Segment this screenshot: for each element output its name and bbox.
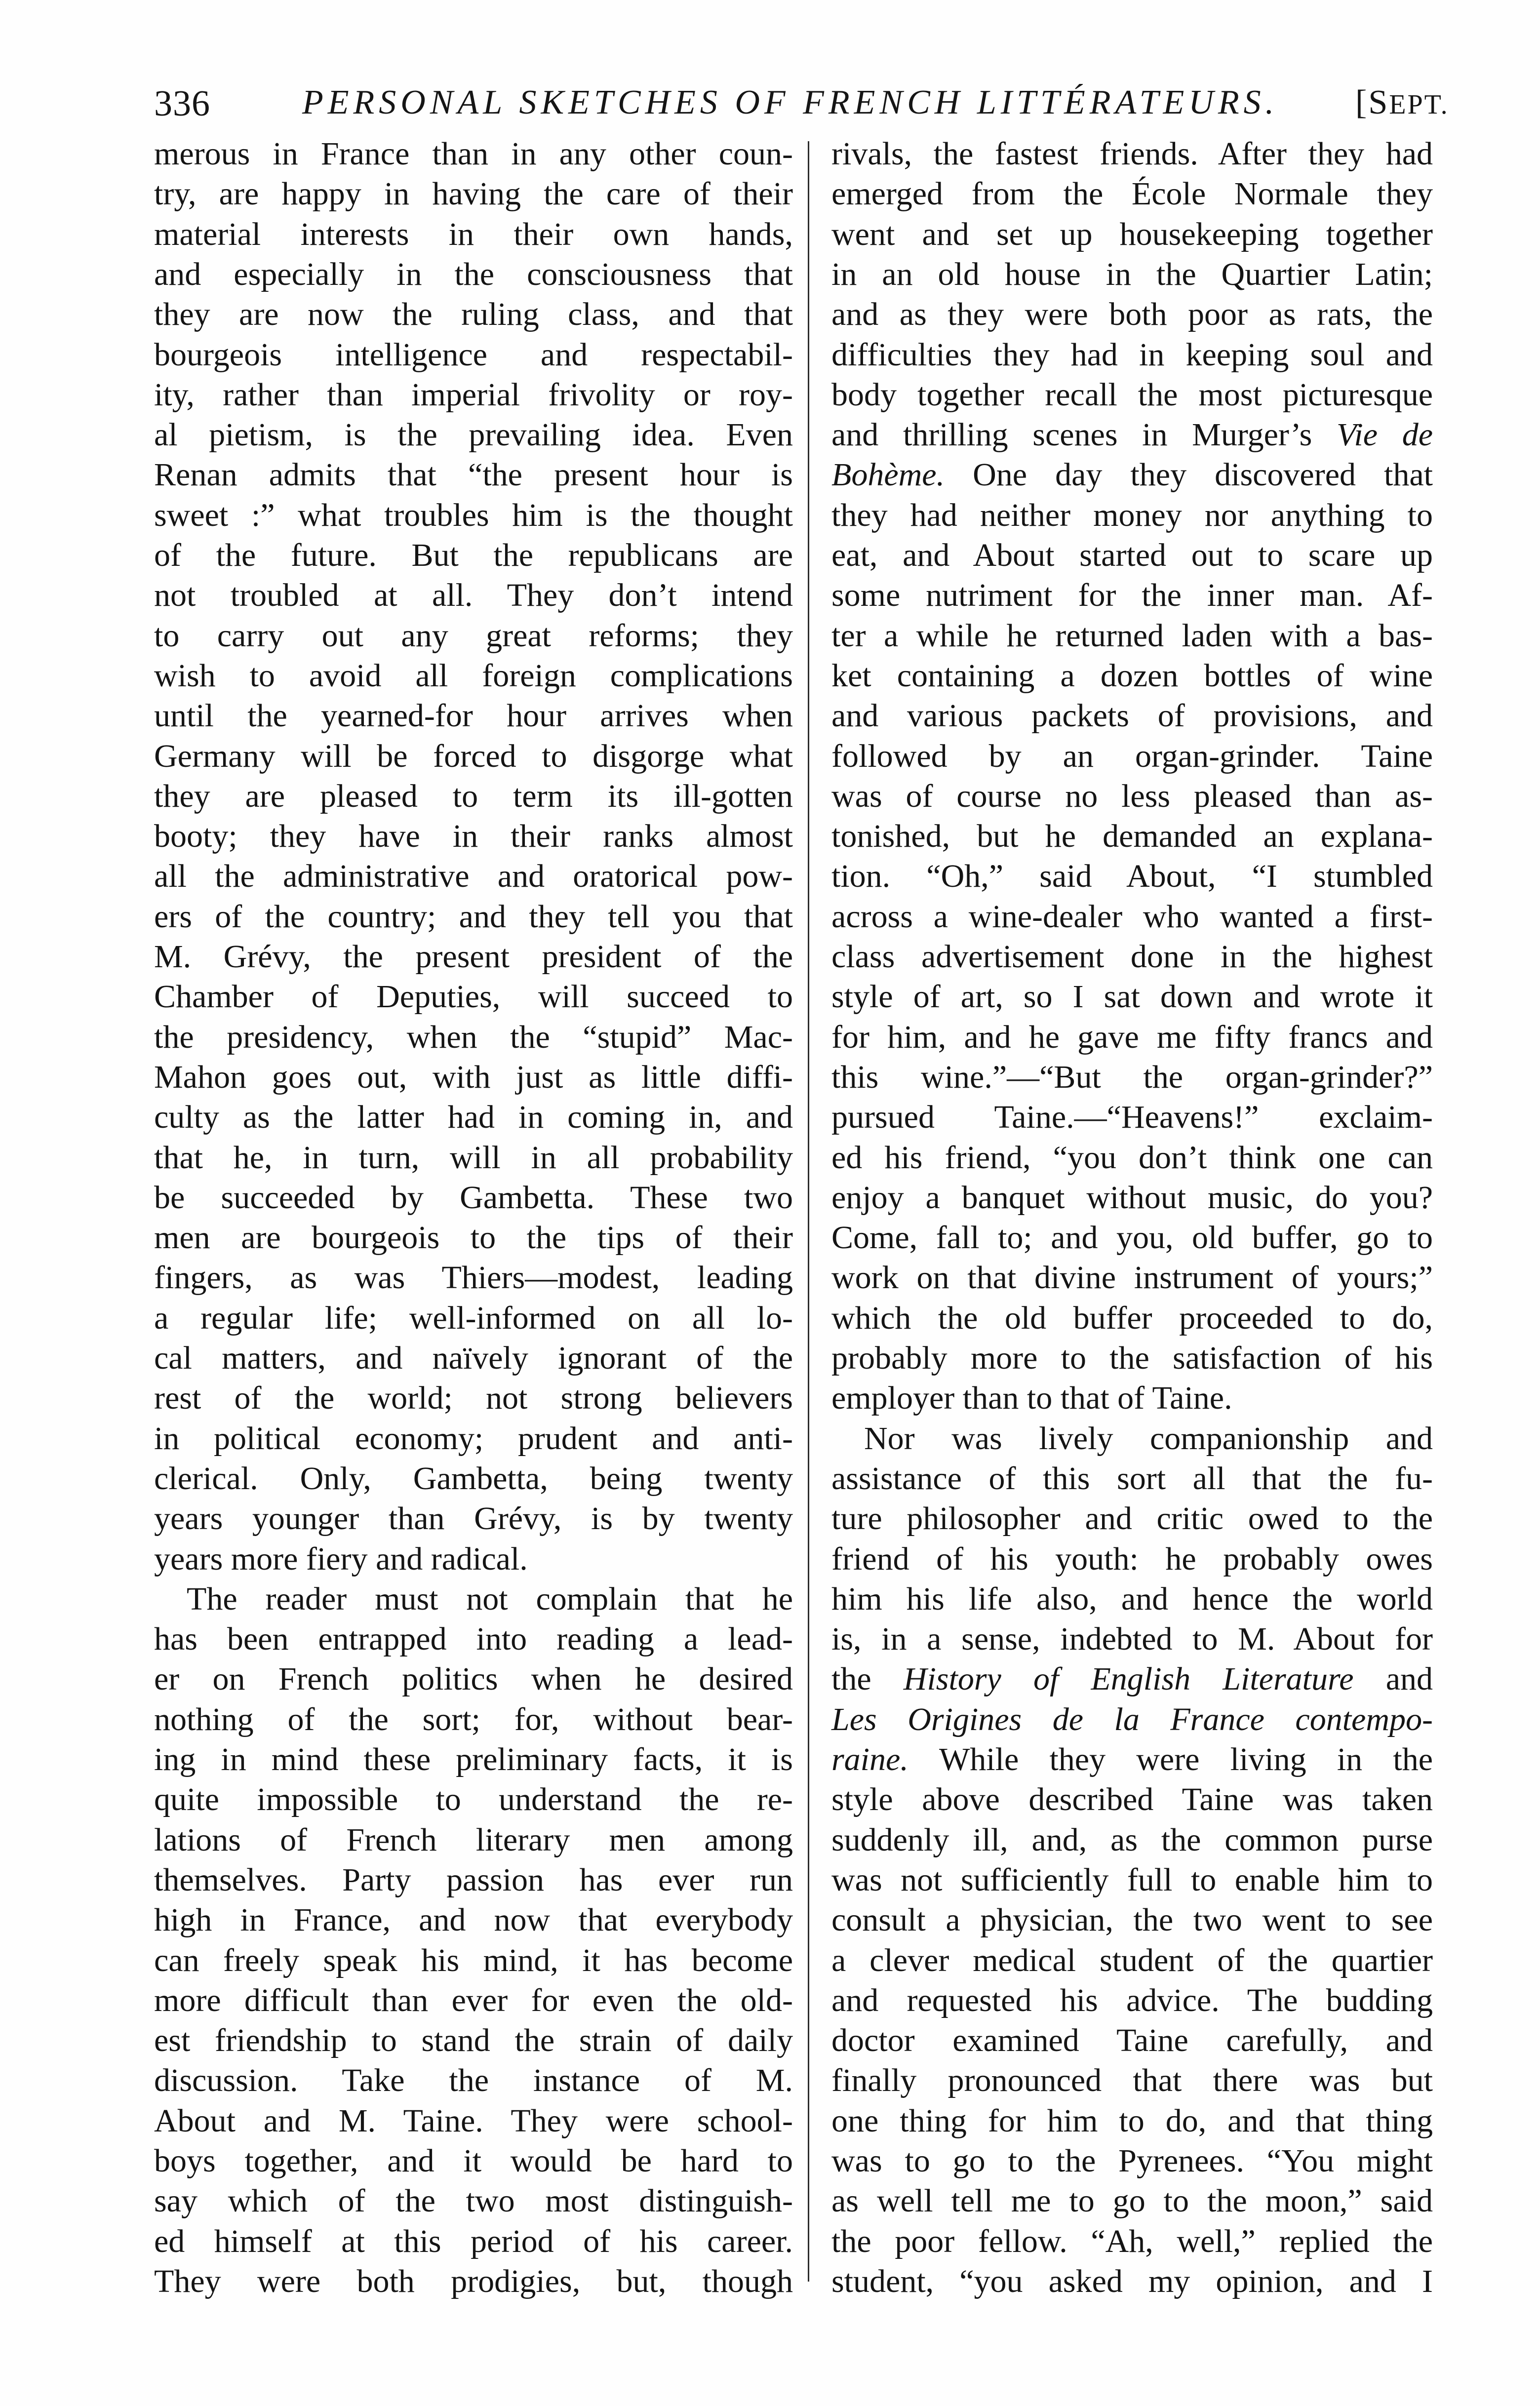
text-line: high in France, and now that everybody xyxy=(154,1902,793,1938)
text-line: in an old house in the Quartier Latin; xyxy=(831,256,1433,292)
text-line: consult a physician, the two went to see xyxy=(831,1902,1433,1938)
text-line: they had neither money nor anything to xyxy=(831,497,1433,533)
text-line: wish to avoid all foreign complications xyxy=(154,657,793,694)
text-line: they are now the ruling class, and that xyxy=(154,296,793,333)
text-line: finally pronounced that there was but xyxy=(831,2062,1433,2099)
column-divider xyxy=(808,141,809,2282)
text-run: and thrilling scenes in Murger’s xyxy=(831,417,1337,453)
text-line: one thing for him to do, and that thing xyxy=(831,2102,1433,2139)
text-line: discussion. Take the instance of M. xyxy=(154,2062,793,2099)
text-line: nothing of the sort; for, without bear- xyxy=(154,1701,793,1737)
text-line: ture philosopher and critic owed to the xyxy=(831,1500,1433,1537)
text-line: was of course no less pleased than as- xyxy=(831,778,1433,814)
text-line: enjoy a banquet without music, do you? xyxy=(831,1179,1433,1216)
text-line: years more fiery and radical. xyxy=(154,1540,528,1577)
text-line xyxy=(831,1699,1433,1740)
text-line: bourgeois intelligence and respectabil- xyxy=(154,336,793,373)
italic-title: History of English Literature xyxy=(903,1661,1354,1697)
text-line: can freely speak his mind, it has become xyxy=(154,1942,793,1978)
italic-title: Vie de xyxy=(1337,417,1433,453)
issue-month xyxy=(1355,83,1449,132)
text-run: One day they discovered that xyxy=(973,457,1433,493)
text-line: try, are happy in having the care of their xyxy=(154,176,793,212)
month-rest: EPT. xyxy=(1389,89,1449,120)
text-line: class advertisement done in the highest xyxy=(831,939,1433,975)
text-line: tion. “Oh,” said About, “I stumbled xyxy=(831,858,1433,895)
text-line: men are bourgeois to the tips of their xyxy=(154,1220,793,1256)
text-line: merous in France than in any other coun- xyxy=(154,136,793,172)
text-line: say which of the two most distinguish- xyxy=(154,2183,793,2219)
text-line xyxy=(831,1659,1433,1699)
text-line: boys together, and it would be hard to xyxy=(154,2143,793,2179)
text-line: emerged from the École Normale they xyxy=(831,176,1433,212)
text-line: went and set up housekeeping together xyxy=(831,216,1433,252)
text-line: has been entrapped into reading a lead- xyxy=(154,1621,793,1657)
text-line: lations of French literary men among xyxy=(154,1821,793,1858)
text-line: and as they were both poor as rats, the xyxy=(831,296,1433,333)
text-line: not troubled at all. They don’t intend xyxy=(154,577,793,614)
text-line: and requested his advice. The budding xyxy=(831,1982,1433,2018)
page-number: 336 xyxy=(154,83,210,124)
text-line: tonished, but he demanded an explana- xyxy=(831,818,1433,855)
text-line: to carry out any great reforms; they xyxy=(154,617,793,654)
text-line: student, “you asked my opinion, and I xyxy=(831,2263,1433,2299)
text-line: ity, rather than imperial frivolity or roy- xyxy=(154,376,793,413)
text-line: rivals, the fastest friends. After they had xyxy=(831,136,1433,172)
text-line xyxy=(831,415,1433,455)
text-line: er on French politics when he desired xyxy=(154,1661,793,1697)
text-line: ers of the country; and they tell you that xyxy=(154,898,793,935)
text-line: Germany will be forced to disgorge what xyxy=(154,738,793,774)
text-line: al pietism, is the prevailing idea. Even xyxy=(154,417,793,453)
text-line: M. Grévy, the present president of the xyxy=(154,939,793,975)
text-line: the presidency, when the “stupid” Mac- xyxy=(154,1019,793,1055)
text-line: was not sufficiently full to enable him to xyxy=(831,1861,1433,1898)
text-line: cal matters, and naïvely ignorant of the xyxy=(154,1340,793,1376)
text-line xyxy=(831,455,1433,495)
text-line: and especially in the consciousness that xyxy=(154,256,793,292)
text-line: The reader must not complain that he xyxy=(187,1580,793,1617)
text-line: a regular life; well-informed on all lo- xyxy=(154,1300,793,1336)
text-line: was to go to the Pyrenees. “You might xyxy=(831,2143,1433,2179)
text-line: ter a while he returned laden with a bas- xyxy=(831,617,1433,654)
text-line: eat, and About started out to scare up xyxy=(831,537,1433,573)
month-bracket: [ xyxy=(1355,83,1369,121)
text-line: a clever medical student of the quartier xyxy=(831,1942,1433,1978)
text-line: all the administrative and oratorical pow- xyxy=(154,858,793,895)
text-line: followed by an organ-grinder. Taine xyxy=(831,738,1433,774)
text-line: and various packets of provisions, and xyxy=(831,698,1433,734)
text-line: quite impossible to understand the re- xyxy=(154,1781,793,1818)
text-line xyxy=(831,1739,1433,1780)
text-line: ed his friend, “you don’t think one can xyxy=(831,1139,1433,1176)
text-line: About and M. Taine. They were school- xyxy=(154,2102,793,2139)
text-run: and xyxy=(1353,1661,1433,1697)
text-line: probably more to the satisfaction of his xyxy=(831,1340,1433,1376)
text-line: in political economy; prudent and anti- xyxy=(154,1420,793,1457)
italic-title: Bohème. xyxy=(831,457,973,493)
text-line: They were both prodigies, but, though xyxy=(154,2263,793,2299)
text-line: ket containing a dozen bottles of wine xyxy=(831,657,1433,694)
text-line: friend of his youth: he probably owes xyxy=(831,1540,1433,1577)
text-line: fingers, as was Thiers—modest, leading xyxy=(154,1260,793,1296)
text-line: which the old buffer proceeded to do, xyxy=(831,1300,1433,1336)
text-line: style of art, so I sat down and wrote it xyxy=(831,979,1433,1015)
text-line: as well tell me to go to the moon,” said xyxy=(831,2183,1433,2219)
text-line: difficulties they had in keeping soul and xyxy=(831,336,1433,373)
text-line: years younger than Grévy, is by twenty xyxy=(154,1500,793,1537)
text-line: booty; they have in their ranks almost xyxy=(154,818,793,855)
text-line: assistance of this sort all that the fu- xyxy=(831,1460,1433,1497)
text-line: for him, and he gave me fifty francs and xyxy=(831,1019,1433,1055)
text-line: sweet :” what troubles him is the thought xyxy=(154,497,793,533)
text-line: Chamber of Deputies, will succeed to xyxy=(154,979,793,1015)
text-line: that he, in turn, will in all probability xyxy=(154,1139,793,1176)
text-line: ing in mind these preliminary facts, it is xyxy=(154,1741,793,1777)
text-line: Come, fall to; and you, old buffer, go to xyxy=(831,1220,1433,1256)
italic-title: Les Origines de la France contempo- xyxy=(831,1701,1433,1737)
text-line: until the yearned-for hour arrives when xyxy=(154,698,793,734)
text-run: the xyxy=(831,1661,904,1697)
text-line: some nutriment for the inner man. Af- xyxy=(831,577,1433,614)
text-line: be succeeded by Gambetta. These two xyxy=(154,1179,793,1216)
text-line: suddenly ill, and, as the common purse xyxy=(831,1821,1433,1858)
text-line: employer than to that of Taine. xyxy=(831,1380,1232,1417)
text-line: style above described Taine was taken xyxy=(831,1781,1433,1818)
italic-title: raine. xyxy=(831,1741,939,1777)
text-line: doctor examined Taine carefully, and xyxy=(831,2022,1433,2059)
text-line: clerical. Only, Gambetta, being twenty xyxy=(154,1460,793,1497)
text-run: While they were living in the xyxy=(939,1741,1433,1777)
text-line: Mahon goes out, with just as little diffi- xyxy=(154,1059,793,1095)
text-line: ed himself at this period of his career. xyxy=(154,2223,793,2259)
text-line: more difficult than ever for even the old- xyxy=(154,1982,793,2018)
text-line: him his life also, and hence the world xyxy=(831,1580,1433,1617)
text-line: across a wine-dealer who wanted a first- xyxy=(831,898,1433,935)
text-line: est friendship to stand the strain of daily xyxy=(154,2022,793,2059)
text-line: of the future. But the republicans are xyxy=(154,537,793,573)
text-line: pursued Taine.—“Heavens!” exclaim- xyxy=(831,1099,1433,1136)
text-line: culty as the latter had in coming in, and xyxy=(154,1099,793,1136)
text-line: rest of the world; not strong believers xyxy=(154,1380,793,1417)
text-line: Renan admits that “the present hour is xyxy=(154,457,793,493)
text-line: themselves. Party passion has ever run xyxy=(154,1861,793,1898)
text-line: is, in a sense, indebted to M. About for xyxy=(831,1621,1433,1657)
text-line: Nor was lively companionship and xyxy=(864,1420,1433,1457)
text-line: body together recall the most picturesque xyxy=(831,376,1433,413)
text-line: work on that divine instrument of yours;” xyxy=(831,1260,1433,1296)
running-title: PERSONAL SKETCHES OF FRENCH LITTÉRATEURS. xyxy=(302,83,1279,121)
text-line: they are pleased to term its ill-gotten xyxy=(154,778,793,814)
text-line: material interests in their own hands, xyxy=(154,216,793,252)
text-line: the poor fellow. “Ah, well,” replied the xyxy=(831,2223,1433,2259)
text-line: this wine.”—“But the organ-grinder?” xyxy=(831,1059,1433,1095)
month-initial: S xyxy=(1368,83,1389,121)
